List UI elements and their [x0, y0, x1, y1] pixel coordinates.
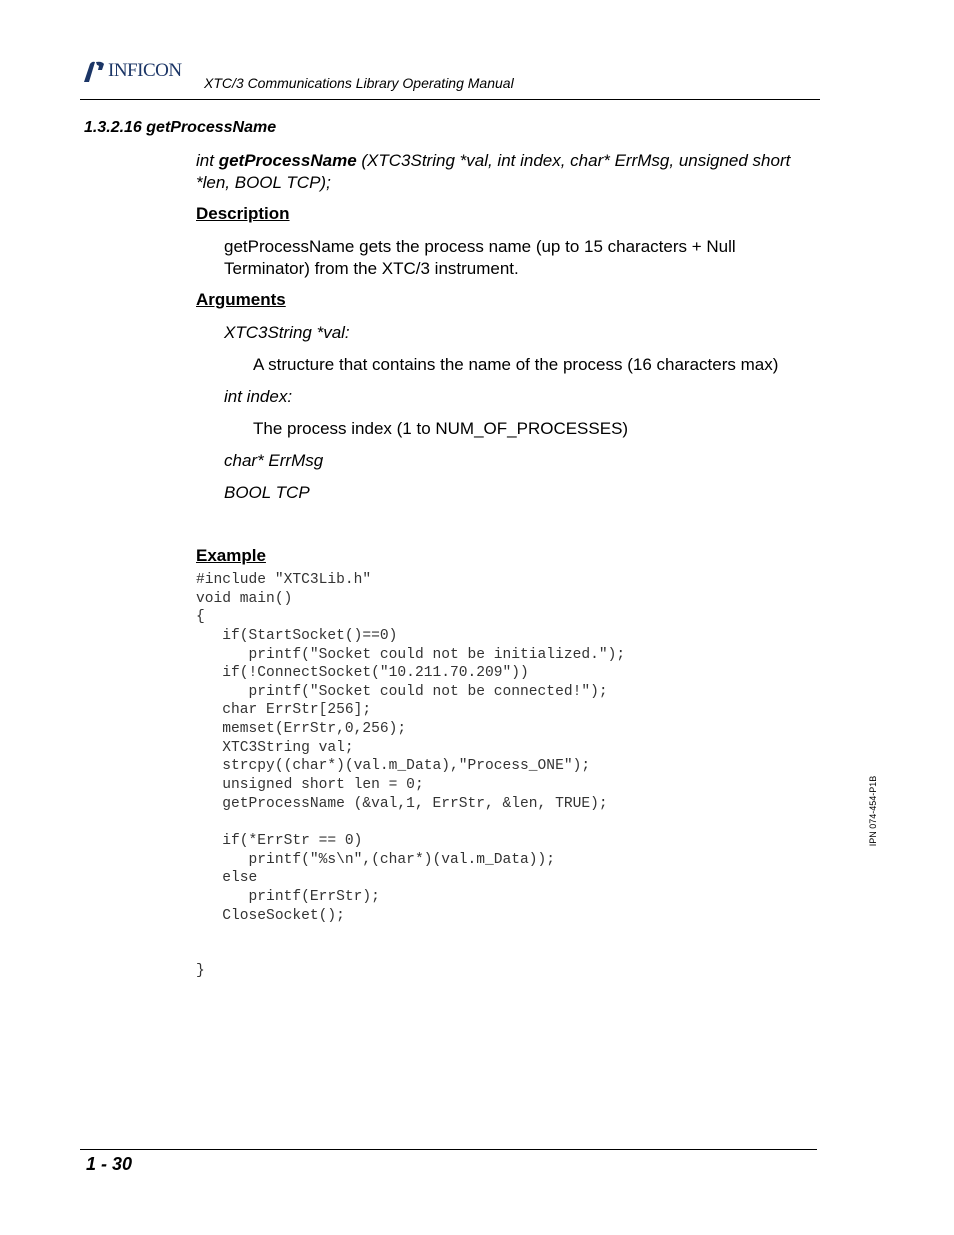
argument-name: BOOL TCP [224, 483, 310, 502]
code-line: printf("Socket could not be connected!"); [196, 683, 608, 700]
manual-title: XTC/3 Communications Library Operating Manual [204, 75, 514, 91]
code-line: #include "XTC3Lib.h" [196, 572, 372, 588]
inficon-logo-icon [82, 60, 106, 84]
header-rule [80, 99, 820, 100]
code-line: memset(ErrStr,0,256); [196, 721, 407, 738]
code-line: { [196, 609, 205, 626]
code-line [196, 944, 625, 963]
code-line [196, 813, 625, 832]
code-line: void main() [196, 590, 293, 607]
code-line: else [196, 870, 258, 887]
description-line-2: Terminator) from the XTC/3 instrument. [224, 259, 519, 278]
arguments-heading: Arguments [196, 290, 286, 309]
code-line: } [196, 963, 205, 980]
code-line: printf("%s\n",(char*)(val.m_Data)); [196, 851, 556, 868]
signature-function: getProcessName [218, 151, 357, 170]
description-line-1: getProcessName gets the process name (up to 15 characters + Null [224, 237, 736, 256]
section-title: 1.3.2.16 getProcessName [84, 119, 277, 136]
logo-text: INFICON [108, 60, 182, 81]
signature-prefix: int [196, 151, 219, 170]
argument-desc: The process index (1 to NUM_OF_PROCESSES) [253, 419, 629, 438]
code-line: getProcessName (&val,1, ErrStr, &len, TRUE); [196, 795, 608, 812]
code-line: printf("Socket could not be initialized."); [196, 646, 626, 663]
code-line: CloseSocket(); [196, 907, 345, 924]
argument-name: int index: [224, 387, 293, 406]
description-heading: Description [196, 204, 290, 223]
code-line: if(!ConnectSocket("10.211.70.209")) [196, 665, 529, 682]
code-block [196, 571, 625, 981]
example-heading: Example [196, 546, 266, 565]
footer-rule [80, 1149, 817, 1150]
signature-params: (XTC3String *val, int index, char* ErrMsg, unsigned short *len, BOOL TCP); [196, 151, 791, 192]
code-line: XTC3String val; [196, 739, 354, 756]
ipn-label: IPN 074-454-P1B [868, 775, 878, 847]
code-line: unsigned short len = 0; [196, 777, 424, 794]
code-line: printf(ErrStr); [196, 888, 380, 905]
argument-name: char* ErrMsg [224, 451, 324, 470]
argument-name: XTC3String *val: [224, 323, 350, 342]
code-line: if(StartSocket()==0) [196, 627, 398, 644]
page-number: 1 - 30 [86, 1154, 133, 1174]
code-line: strcpy((char*)(val.m_Data),"Process_ONE"); [196, 758, 591, 775]
code-line: char ErrStr[256]; [196, 702, 372, 719]
code-line: if(*ErrStr == 0) [196, 832, 363, 849]
function-signature [196, 150, 806, 194]
argument-desc: A structure that contains the name of the process (16 characters max) [253, 355, 779, 374]
code-line [196, 925, 625, 944]
